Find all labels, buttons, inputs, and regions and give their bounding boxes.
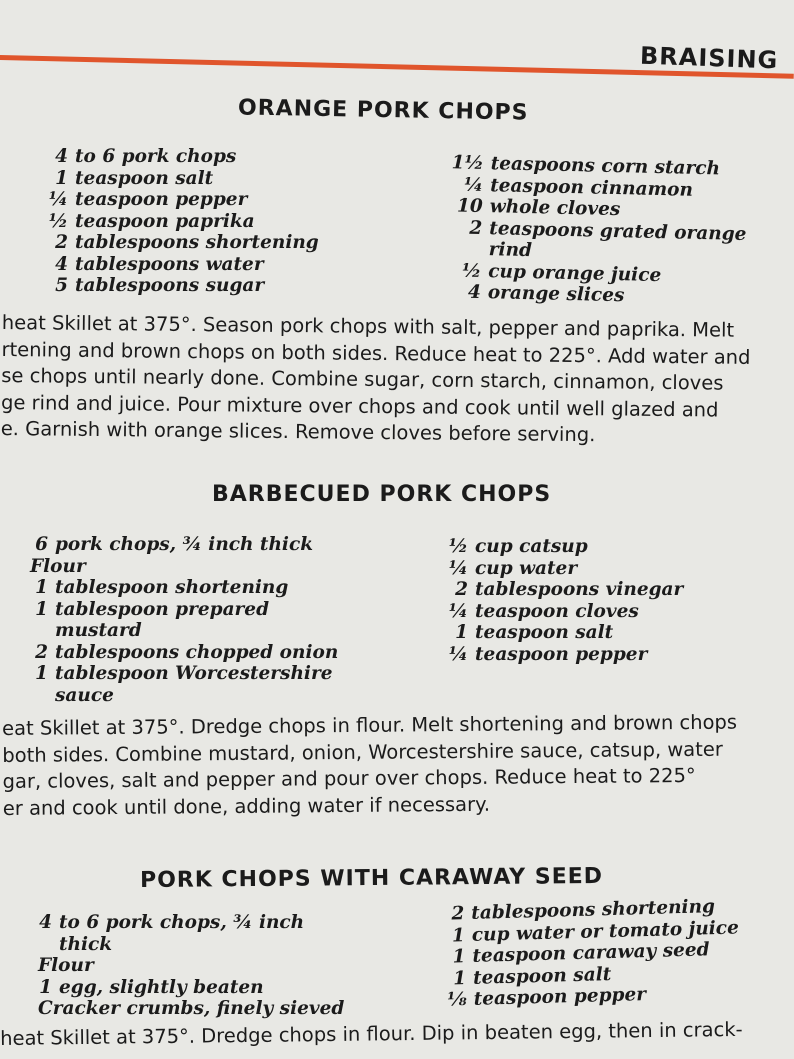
ingredient-row [432, 622, 683, 644]
ingredient-qty: 2 [455, 579, 468, 600]
ingredients-left-orange [34, 146, 319, 297]
ingredient-qty: 4 [55, 146, 68, 167]
ingredient-qty: 5 [55, 275, 68, 296]
ingredient-qty: 2 [55, 232, 68, 253]
ingredient-text: cup orange juice [488, 260, 662, 286]
ingredient-text: tablespoons shortening [470, 896, 716, 924]
ingredient-qty: 2 [35, 641, 48, 663]
ingredient-row [26, 685, 338, 707]
ingredient-qty [30, 955, 38, 977]
ingredient-row [26, 642, 338, 664]
ingredient-qty: 2 [451, 903, 465, 925]
ingredient-text: tablespoons vinegar [475, 579, 684, 600]
ingredient-qty [30, 998, 38, 1020]
ingredient-text: tablespoon prepared [55, 598, 270, 620]
ingredient-row [432, 579, 683, 601]
ingredient-qty: ¼ [48, 189, 68, 210]
ingredient-qty: 1 [451, 924, 466, 946]
ingredient-qty [26, 685, 55, 707]
ingredient-text: teaspoon cloves [475, 600, 639, 622]
ingredient-qty: 1 [452, 946, 466, 968]
ingredient-text: cup water [475, 557, 578, 579]
ingredient-row [26, 556, 338, 578]
ingredient-qty: 1 [35, 577, 48, 598]
ingredient-qty: 10 [456, 195, 484, 218]
ingredient-text: teaspoons corn starch [490, 153, 721, 180]
ingredient-row [26, 663, 338, 685]
ingredient-row [34, 146, 319, 168]
ingredient-text: pork chops, ¾ inch thick [55, 534, 314, 555]
recipe-title-orange-pork-chops: ORANGE PORK CHOPS [237, 95, 529, 126]
ingredient-qty [436, 238, 489, 261]
ingredient-text: Flour [38, 955, 94, 976]
ingredient-text: Flour [30, 555, 86, 577]
method-line: se chops until nearly done. Combine sugar, corn starch, cinnamon, cloves [1, 363, 724, 395]
ingredient-row [34, 275, 319, 297]
method-line: ge rind and juice. Pour mixture over chops and cook until well glazed and [0, 390, 719, 422]
ingredient-row [34, 211, 319, 233]
ingredient-qty: 1 [35, 598, 48, 620]
method-barbecued-pork-chops [2, 710, 738, 822]
ingredient-qty: 1 [455, 622, 468, 643]
ingredient-text: mustard [55, 620, 142, 641]
ingredients-right-orange [435, 152, 749, 309]
method-line: eat Skillet at 375°. Dredge chops in flour. Melt shortening and brown chops [2, 710, 738, 740]
ingredient-qty: ½ [48, 210, 68, 232]
ingredient-row [34, 189, 319, 211]
method-line: er and cook until done, adding water if necessary. [2, 792, 491, 820]
method-orange-pork-chops [1, 310, 751, 450]
ingredient-text: teaspoon salt [475, 622, 614, 643]
ingredient-row [26, 620, 338, 642]
ingredient-qty [26, 620, 55, 642]
ingredient-qty: 1 [452, 967, 467, 989]
ingredients-left-caraway [30, 912, 344, 1020]
ingredient-text: tablespoons sugar [75, 275, 265, 296]
ingredient-qty: ½ [461, 260, 482, 282]
ingredient-row [432, 601, 683, 623]
method-line: gar, cloves, salt and pepper and pour over chops. Reduce heat to 225° [2, 763, 696, 793]
method-line: heat Skillet at 375°. Dredge chops in flour. Dip in beaten egg, then in crack- [0, 1017, 743, 1050]
ingredient-text: teaspoon cinnamon [490, 174, 694, 201]
ingredient-text: cup catsup [475, 536, 588, 557]
ingredient-text: tablespoons shortening [75, 232, 319, 253]
method-line: both sides. Combine mustard, onion, Worcestershire sauce, catsup, water [2, 737, 723, 767]
method-pork-chops-caraway [0, 1017, 743, 1053]
ingredient-qty: 1½ [451, 152, 484, 175]
ingredient-qty: 4 [39, 912, 52, 933]
ingredient-row [30, 912, 344, 934]
ingredient-text: Cracker crumbs, finely sieved [38, 998, 345, 1019]
ingredient-qty: ¼ [448, 643, 468, 665]
ingredient-qty: 6 [35, 534, 48, 555]
ingredient-row [26, 577, 338, 599]
ingredient-text: thick [59, 933, 113, 955]
section-heading: BRAISING [639, 41, 779, 75]
ingredient-row [34, 168, 319, 190]
ingredient-row [34, 232, 319, 254]
ingredient-text: tablespoons water [75, 253, 264, 275]
ingredient-text: teaspoon salt [472, 963, 612, 989]
recipe-title-barbecued-pork-chops: BARBECUED PORK CHOPS [212, 482, 552, 507]
ingredient-row [26, 534, 338, 556]
ingredient-text: egg, slightly beaten [59, 976, 264, 998]
ingredient-row [432, 644, 683, 666]
ingredient-qty: 4 [55, 253, 68, 275]
ingredient-qty: ½ [448, 536, 468, 557]
ingredient-qty: 1 [35, 663, 48, 684]
recipe-title-pork-chops-caraway: PORK CHOPS WITH CARAWAY SEED [139, 863, 604, 894]
ingredient-qty: ¼ [448, 557, 468, 579]
ingredient-text: teaspoons grated orange [489, 217, 747, 245]
ingredient-row [34, 254, 319, 276]
ingredient-qty: 1 [55, 167, 68, 189]
ingredient-row [30, 998, 344, 1020]
ingredient-qty: ⅛ [447, 989, 467, 1011]
ingredient-row [26, 599, 338, 621]
ingredient-text: teaspoon pepper [473, 984, 647, 1010]
method-line: rtening and brown chops on both sides. Reduce heat to 225°. Add water and [1, 337, 751, 369]
ingredient-text: tablespoon Worcestershire [55, 663, 333, 684]
ingredients-right-caraway [432, 895, 741, 1011]
ingredients-right-barbecued [432, 536, 683, 665]
ingredient-row [30, 977, 344, 999]
ingredient-text: to 6 pork chops, ¾ inch [59, 912, 305, 933]
ingredient-text: teaspoon paprika [75, 210, 255, 232]
ingredient-text: orange slices [487, 282, 625, 307]
ingredient-qty: ¼ [463, 174, 484, 196]
ingredient-text: teaspoon pepper [475, 643, 648, 665]
ingredient-row [30, 934, 344, 956]
ingredient-text: to 6 pork chops [75, 146, 237, 167]
ingredient-text: cup water or tomato juice [471, 916, 740, 946]
ingredient-qty: 2 [469, 217, 483, 239]
ingredient-qty [30, 934, 59, 956]
ingredient-row [432, 558, 683, 580]
ingredient-text: rind [488, 239, 533, 262]
method-line: heat Skillet at 375°. Season pork chops with salt, pepper and paprika. Melt [1, 310, 735, 342]
ingredient-text: teaspoon salt [75, 167, 214, 189]
ingredient-qty: 1 [39, 976, 52, 998]
ingredient-qty: 4 [467, 281, 482, 304]
ingredient-qty: ¼ [448, 600, 468, 622]
ingredient-text: teaspoon pepper [75, 189, 248, 210]
method-line: e. Garnish with orange slices. Remove cloves before serving. [0, 416, 596, 447]
ingredient-text: tablespoon shortening [55, 577, 289, 598]
ingredient-text: tablespoons chopped onion [55, 641, 339, 663]
ingredient-row [30, 955, 344, 977]
ingredient-text: sauce [55, 684, 114, 706]
ingredients-left-barbecued [26, 534, 338, 706]
ingredient-row [432, 536, 683, 558]
ingredient-text: teaspoon caraway seed [472, 939, 710, 967]
ingredient-text: whole cloves [489, 196, 621, 221]
